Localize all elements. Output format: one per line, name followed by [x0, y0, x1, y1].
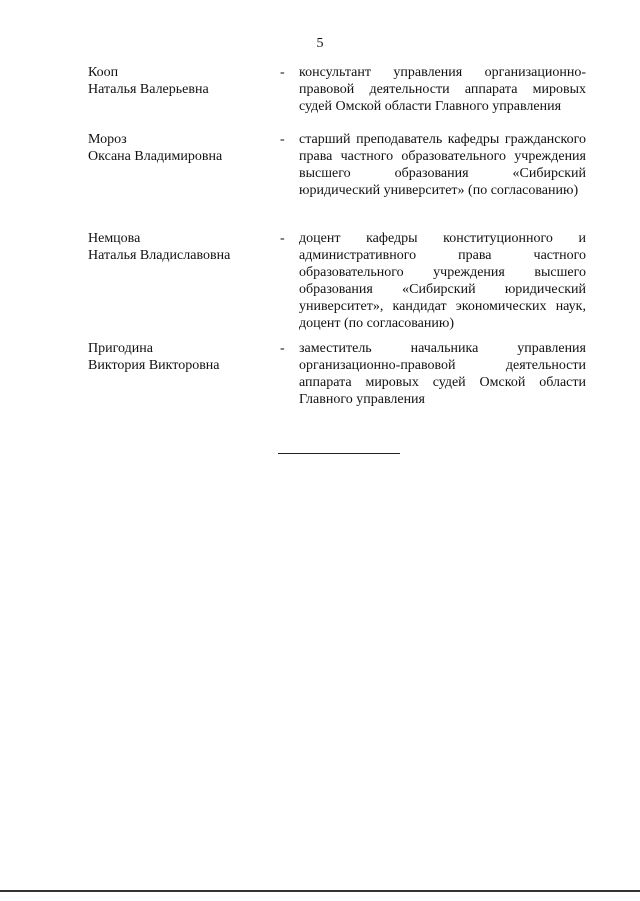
- member-name: [88, 340, 278, 374]
- member-name: [88, 64, 278, 98]
- member-description: старший преподаватель кафедры гражданского права частного образовательного учреждения высшего образования «Сибирский юридический университет» (по согласованию): [299, 132, 586, 198]
- member-name: [88, 230, 278, 264]
- end-of-list-rule: [278, 453, 400, 454]
- member-surname: Пригодина: [88, 341, 153, 356]
- page-bottom-rule: [0, 890, 640, 892]
- member-surname: Кооп: [88, 65, 119, 80]
- member-surname: Мороз: [88, 132, 127, 147]
- member-description: заместитель начальника управления организационно-правовой деятельности аппарата мировых судей Омской области Главного управления: [299, 341, 586, 407]
- member-given-names: Оксана Владимировна: [88, 149, 223, 164]
- dash-separator: -: [280, 231, 285, 246]
- member-surname: Немцова: [88, 231, 141, 246]
- member-given-names: Наталья Владиславовна: [88, 248, 231, 263]
- member-given-names: Наталья Валерьевна: [88, 82, 209, 97]
- member-description: консультант управления организационно-правовой деятельности аппарата мировых судей Омской области Главного управления: [299, 65, 586, 114]
- dash-separator: -: [280, 65, 285, 80]
- member-given-names: Виктория Викторовна: [88, 358, 220, 373]
- member-description: доцент кафедры конституционного и административного права частного образовательного учреждения высшего образования «Сибирский юридический университет», кандидат экономических наук, доцент (по согласованию): [299, 231, 586, 331]
- page-number: 5: [316, 36, 324, 51]
- dash-separator: -: [280, 132, 285, 147]
- member-name: [88, 131, 278, 165]
- dash-separator: -: [280, 341, 285, 356]
